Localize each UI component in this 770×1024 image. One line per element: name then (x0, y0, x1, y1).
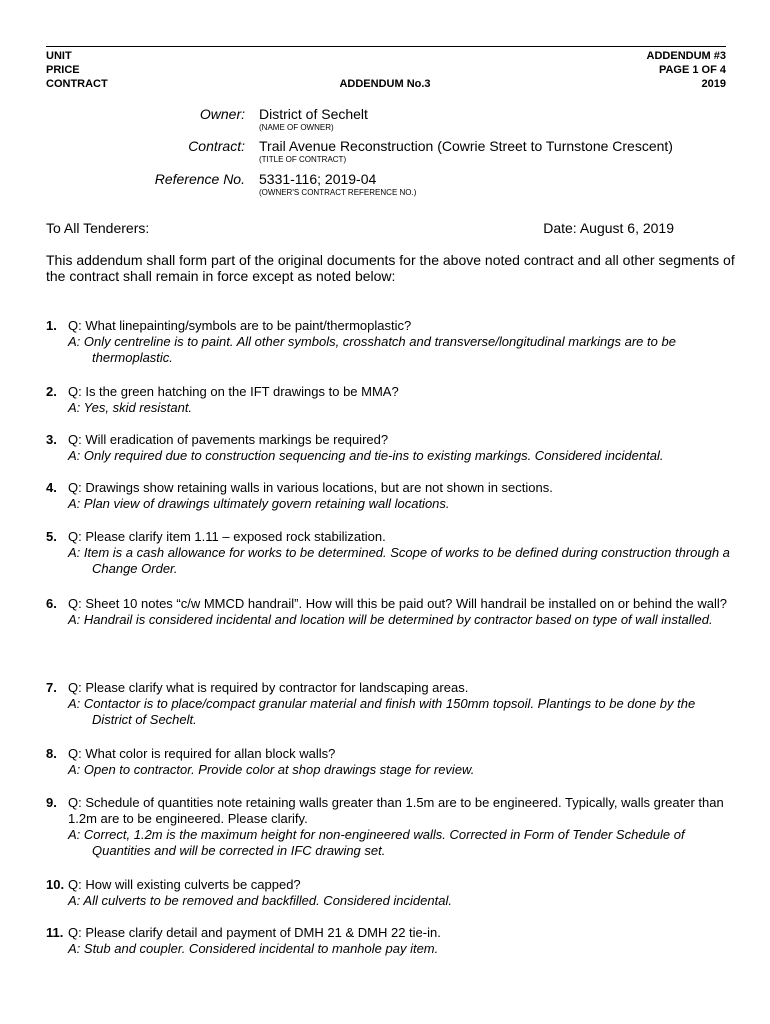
answer: A: Only required due to construction sequencing and tie-ins to existing markings. Considered incidental. (68, 448, 664, 463)
question: Q: Please clarify what is required by contractor for landscaping areas. (68, 680, 469, 695)
question: Q: Please clarify detail and payment of DMH 21 & DMH 22 tie-in. (68, 925, 441, 940)
answer: A: Item is a cash allowance for works to be determined. Scope of works to be defined during construction through a Change Order. (68, 545, 730, 576)
item-number: 8. (46, 746, 57, 761)
item-number: 11. (46, 925, 64, 940)
qa-item-1 (46, 318, 736, 366)
qa-item-6 (46, 596, 736, 628)
header-right-line: ADDENDUM #3 (646, 50, 726, 62)
qa-item-10 (46, 877, 736, 909)
reference-sub: (OWNER'S CONTRACT REFERENCE NO.) (259, 188, 417, 197)
qa-item-9 (46, 795, 736, 859)
qa-item-7 (46, 680, 736, 728)
question: Q: Is the green hatching on the IFT drawings to be MMA? (68, 384, 399, 399)
question: Q: Sheet 10 notes “c/w MMCD handrail”. How will this be paid out? Will handrail be installed on or behind the wall? (68, 596, 727, 611)
contract-sub: (TITLE OF CONTRACT) (259, 155, 347, 164)
answer: A: All culverts to be removed and backfilled. Considered incidental. (68, 893, 452, 908)
date: Date: August 6, 2019 (543, 220, 674, 236)
reference-label: Reference No. (154, 171, 245, 187)
contract-label: Contract: (188, 138, 245, 154)
qa-item-5 (46, 529, 736, 577)
question: Q: What color is required for allan block walls? (68, 746, 336, 761)
owner-value: District of Sechelt (259, 106, 368, 122)
question: Q: How will existing culverts be capped? (68, 877, 301, 892)
answer: A: Yes, skid resistant. (68, 400, 193, 415)
answer: A: Open to contractor. Provide color at shop drawings stage for review. (68, 762, 475, 777)
answer: A: Only centreline is to paint. All other symbols, crosshatch and transverse/longitudinal markings are to be thermoplastic. (68, 334, 676, 365)
item-number: 4. (46, 480, 57, 495)
header-center-title: ADDENDUM No.3 (339, 78, 431, 90)
qa-item-3 (46, 432, 736, 464)
header-right (647, 49, 726, 91)
reference-value: 5331-116; 2019-04 (259, 171, 377, 187)
question: Q: Please clarify item 1.11 – exposed rock stabilization. (68, 529, 386, 544)
salutation: To All Tenderers: (46, 220, 150, 236)
header-right-line: PAGE 1 OF 4 (658, 64, 726, 76)
item-number: 6. (46, 596, 57, 611)
contract-value: Trail Avenue Reconstruction (Cowrie Street to Turnstone Crescent) (259, 138, 673, 154)
answer: A: Correct, 1.2m is the maximum height for non-engineered walls. Corrected in Form of Tender Schedule of Quantities and will be corrected in IFC drawing set. (68, 827, 685, 858)
answer: A: Handrail is considered incidental and location will be determined by contractor based on type of wall installed. (68, 612, 713, 627)
question: Q: Will eradication of pavements markings be required? (68, 432, 389, 447)
qa-item-2 (46, 384, 736, 416)
owner-sub: (NAME OF OWNER) (259, 123, 334, 132)
qa-item-8 (46, 746, 736, 778)
item-number: 1. (46, 318, 57, 333)
question: Q: What linepainting/symbols are to be paint/thermoplastic? (68, 318, 412, 333)
item-number: 9. (46, 795, 57, 810)
header-rule (46, 46, 726, 47)
item-number: 7. (46, 680, 57, 695)
item-number: 10. (46, 877, 65, 892)
qa-item-11 (46, 925, 736, 957)
intro-paragraph: This addendum shall form part of the original documents for the above noted contract and all other segments of the contract shall remain in force except as noted below: (46, 252, 735, 284)
question: Q: Schedule of quantities note retaining walls greater than 1.5m are to be engineered. Typically, walls greater than 1.2m are to be engineered. Please clarify. (68, 795, 724, 826)
answer: A: Plan view of drawings ultimately govern retaining wall locations. (68, 496, 450, 511)
item-number: 2. (46, 384, 57, 399)
question: Q: Drawings show retaining walls in various locations, but are not shown in sections. (68, 480, 553, 495)
item-number: 3. (46, 432, 57, 447)
header-left-line: UNIT (46, 50, 72, 62)
owner-label: Owner: (199, 106, 245, 122)
header-left-line: CONTRACT (46, 78, 108, 90)
header-left-line: PRICE (46, 64, 80, 76)
header-right-line: 2019 (701, 78, 726, 90)
qa-item-4 (46, 480, 736, 512)
answer: A: Stub and coupler. Considered incidental to manhole pay item. (68, 941, 439, 956)
item-number: 5. (46, 529, 57, 544)
answer: A: Contactor is to place/compact granular material and finish with 150mm topsoil. Plantings to be done by the District of Sechelt. (68, 696, 696, 727)
